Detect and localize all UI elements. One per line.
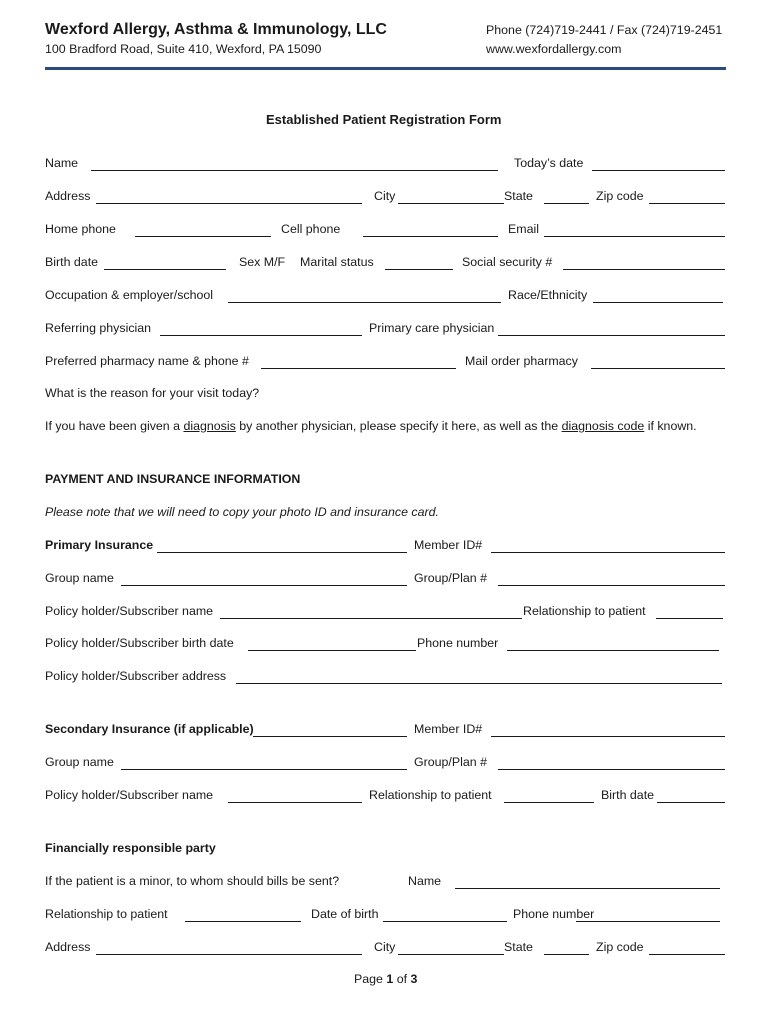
state-label: State <box>504 189 533 203</box>
group-name-2-blank[interactable] <box>121 769 407 770</box>
financial-phone-label: Phone number <box>513 907 595 921</box>
secondary-insurance-label: Secondary Insurance (if applicable) <box>45 722 254 736</box>
diagnosis-instructions <box>45 419 697 433</box>
form-title: Established Patient Registration Form <box>266 112 502 127</box>
payment-note: Please note that we will need to copy your photo ID and insurance card. <box>45 505 439 519</box>
zip-blank[interactable] <box>649 203 725 204</box>
state-blank[interactable] <box>544 203 589 204</box>
email-blank[interactable] <box>544 236 725 237</box>
financial-zip-label: Zip code <box>596 940 644 954</box>
address-blank[interactable] <box>96 203 362 204</box>
referring-physician-blank[interactable] <box>160 335 362 336</box>
financial-phone-blank[interactable] <box>576 921 720 922</box>
group-plan-2-label: Group/Plan # <box>414 755 488 769</box>
race-blank[interactable] <box>593 302 723 303</box>
group-name-label: Group name <box>45 571 114 585</box>
page-current: 1 <box>386 972 394 986</box>
marital-status-label: Marital status <box>300 255 374 269</box>
sex-label: Sex M/F <box>239 255 286 269</box>
org-website[interactable]: www.wexfordallergy.com <box>486 42 622 56</box>
referring-physician-label: Referring physician <box>45 321 152 335</box>
zip-label: Zip code <box>596 189 644 203</box>
financial-address-blank[interactable] <box>96 954 362 955</box>
member-id-2-blank[interactable] <box>491 736 725 737</box>
page-of-word: of <box>393 972 411 986</box>
subscriber-name-label: Policy holder/Subscriber name <box>45 604 214 618</box>
org-address: 100 Bradford Road, Suite 410, Wexford, PA 15090 <box>45 42 322 56</box>
diagnosis-text-end: if known. <box>644 419 697 433</box>
primary-insurance-blank[interactable] <box>157 552 407 553</box>
relationship-2-blank[interactable] <box>504 802 594 803</box>
city-blank[interactable] <box>398 203 504 204</box>
primary-care-label: Primary care physician <box>369 321 495 335</box>
page-word: Page <box>354 972 387 986</box>
diagnosis-text-start: If you have been given a <box>45 419 184 433</box>
diagnosis-word: diagnosis <box>183 419 236 433</box>
member-id-2-label: Member ID# <box>414 722 483 736</box>
member-id-label: Member ID# <box>414 538 483 552</box>
subscriber-address-label: Policy holder/Subscriber address <box>45 669 227 683</box>
page-indicator <box>354 972 417 986</box>
diagnosis-text-mid: by another physician, please specify it here, as well as the <box>235 419 562 433</box>
org-phone-fax: Phone (724)719-2441 / Fax (724)719-2451 <box>486 23 723 37</box>
group-plan-2-blank[interactable] <box>498 769 725 770</box>
visit-reason-question: What is the reason for your visit today? <box>45 386 260 400</box>
financial-city-blank[interactable] <box>398 954 504 955</box>
marital-status-blank[interactable] <box>385 269 453 270</box>
header-divider <box>45 67 726 70</box>
financial-heading: Financially responsible party <box>45 841 216 855</box>
mail-order-blank[interactable] <box>591 368 725 369</box>
pharmacy-blank[interactable] <box>261 368 456 369</box>
primary-care-blank[interactable] <box>498 335 725 336</box>
social-security-label: Social security # <box>462 255 553 269</box>
page-total: 3 <box>410 972 418 986</box>
subscriber-address-blank[interactable] <box>236 683 722 684</box>
member-id-blank[interactable] <box>491 552 725 553</box>
org-name: Wexford Allergy, Asthma & Immunology, LLC <box>45 21 387 38</box>
relationship-blank[interactable] <box>656 618 723 619</box>
name-blank[interactable] <box>91 170 498 171</box>
secondary-insurance-blank[interactable] <box>253 736 407 737</box>
social-security-blank[interactable] <box>563 269 725 270</box>
financial-state-label: State <box>504 940 533 954</box>
home-phone-blank[interactable] <box>135 236 271 237</box>
birth-date-blank[interactable] <box>104 269 226 270</box>
financial-relationship-blank[interactable] <box>185 921 301 922</box>
address-label: Address <box>45 189 91 203</box>
financial-city-label: City <box>374 940 396 954</box>
financial-state-blank[interactable] <box>544 954 589 955</box>
mail-order-label: Mail order pharmacy <box>465 354 578 368</box>
home-phone-label: Home phone <box>45 222 116 236</box>
city-label: City <box>374 189 396 203</box>
group-name-2-label: Group name <box>45 755 114 769</box>
subscriber-name-blank[interactable] <box>220 618 522 619</box>
relationship-2-label: Relationship to patient <box>369 788 492 802</box>
financial-dob-blank[interactable] <box>383 921 507 922</box>
birth-date-label: Birth date <box>45 255 99 269</box>
email-label: Email <box>508 222 539 236</box>
diagnosis-code-word: diagnosis code <box>561 419 645 433</box>
todays-date-blank[interactable] <box>592 170 725 171</box>
group-plan-label: Group/Plan # <box>414 571 488 585</box>
bill-to-name-label: Name <box>408 874 442 888</box>
subscriber-name-2-label: Policy holder/Subscriber name <box>45 788 214 802</box>
occupation-blank[interactable] <box>228 302 501 303</box>
race-label: Race/Ethnicity <box>508 288 588 302</box>
subscriber-name-2-blank[interactable] <box>228 802 362 803</box>
primary-insurance-label: Primary Insurance <box>45 538 154 552</box>
todays-date-label: Today’s date <box>514 156 584 170</box>
payment-heading: PAYMENT AND INSURANCE INFORMATION <box>45 472 301 486</box>
cell-phone-label: Cell phone <box>281 222 341 236</box>
pharmacy-label: Preferred pharmacy name & phone # <box>45 354 249 368</box>
birth-date-2-blank[interactable] <box>657 802 725 803</box>
relationship-label: Relationship to patient <box>523 604 646 618</box>
financial-relationship-label: Relationship to patient <box>45 907 168 921</box>
birth-date-2-label: Birth date <box>601 788 655 802</box>
financial-dob-label: Date of birth <box>311 907 379 921</box>
group-name-blank[interactable] <box>121 585 407 586</box>
bill-to-name-blank[interactable] <box>455 888 720 889</box>
financial-zip-blank[interactable] <box>649 954 725 955</box>
subscriber-phone-blank[interactable] <box>507 650 719 651</box>
name-label: Name <box>45 156 79 170</box>
minor-question: If the patient is a minor, to whom should bills be sent? <box>45 874 340 888</box>
subscriber-birth-label: Policy holder/Subscriber birth date <box>45 636 234 650</box>
financial-address-label: Address <box>45 940 91 954</box>
occupation-label: Occupation & employer/school <box>45 288 214 302</box>
cell-phone-blank[interactable] <box>363 236 498 237</box>
subscriber-phone-label: Phone number <box>417 636 499 650</box>
subscriber-birth-blank[interactable] <box>248 650 416 651</box>
group-plan-blank[interactable] <box>498 585 725 586</box>
